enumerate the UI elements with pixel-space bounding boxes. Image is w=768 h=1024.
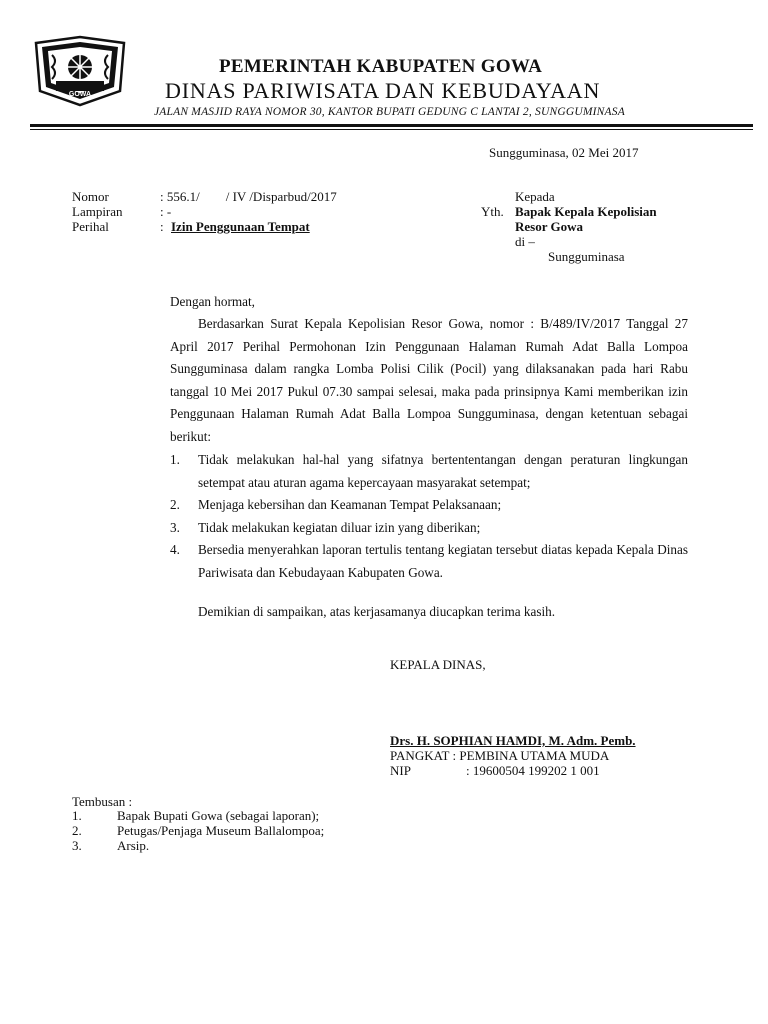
item-text: Bersedia menyerahkan laporan tertulis tentang kegiatan tersebut diatas kepada Kepala Dinas Pariwisata dan Kebudayaan Kabupaten Gowa.: [198, 542, 688, 580]
signature-title: KEPALA DINAS,: [390, 657, 486, 672]
list-item: [170, 449, 688, 494]
header-address: JALAN MASJID RAYA NOMOR 30, KANTOR BUPATI GEDUNG C LANTAI 2, SUNGGUMINASA: [154, 106, 625, 118]
nomor-value: : 556.1/ / IV /Disparbud/2017: [160, 189, 337, 204]
nip-value: : 19600504 199202 1 001: [466, 763, 600, 778]
tembusan-number: 1.: [72, 808, 82, 823]
tembusan-item: Petugas/Penjaga Museum Ballalompoa;: [117, 823, 325, 838]
list-item: [170, 517, 688, 540]
nip-label: NIP: [390, 763, 411, 778]
perihal-value: Izin Penggunaan Tempat: [171, 219, 310, 234]
perihal-colon: :: [160, 219, 164, 234]
item-text: Tidak melakukan hal-hal yang sifatnya bertententangan dengan peraturan lingkungan setempat atau aturan agama kepercayaan masyarakat setempat;: [198, 452, 688, 490]
item-text: Menjaga kebersihan dan Keamanan Tempat Pelaksanaan;: [198, 497, 502, 512]
item-number: 4.: [170, 542, 180, 557]
closing-sentence: Demikian di sampaikan, atas kerjasamanya diucapkan terima kasih.: [198, 604, 556, 619]
item-number: 2.: [170, 497, 180, 512]
item-number: 3.: [170, 519, 180, 535]
nomor-label: Nomor: [72, 189, 109, 204]
gowa-logo: [32, 35, 128, 107]
signature-name: Drs. H. SOPHIAN HAMDI, M. Adm. Pemb.: [390, 733, 636, 748]
body-paragraph: Berdasarkan Surat Kepala Kepolisian Resor Gowa, nomor : B/489/IV/2017 Tanggal 27 April 2017 Perihal Permohonan Izin Penggunaan Halaman Rumah Adat Balla Lompoa Sungguminasa dalam rangka Lomba Polisi Cilik (Pocil) yang dilaksanakan pada hari Rabu tanggal 10 Mei 2017 Pukul 07.30 sampai selesai, maka pada prinsipnya Kami memberikan izin Penggunaan Halaman Rumah Adat Balla Lompoa Sungguminasa, dengan ketentuan sebagai berikut:: [170, 316, 688, 444]
recipient-city: Sungguminasa: [548, 249, 625, 264]
header-divider-thin: [30, 129, 753, 130]
date-line: Sungguminasa, 02 Mei 2017: [489, 145, 639, 160]
signature-pangkat: PANGKAT : PEMBINA UTAMA MUDA: [390, 748, 610, 763]
tembusan-number: 2.: [72, 823, 82, 838]
logo-text: GOWA: [68, 91, 92, 98]
tembusan-item: Arsip.: [117, 838, 150, 853]
list-item: [170, 494, 688, 517]
lampiran-value: : -: [160, 204, 172, 219]
perihal-label: Perihal: [72, 219, 109, 234]
header-government: PEMERINTAH KABUPATEN GOWA: [219, 56, 543, 77]
kepada-label: Kepada: [515, 189, 555, 204]
tembusan-number: 3.: [72, 838, 82, 853]
conditions-list: [170, 449, 688, 584]
list-item: [170, 539, 688, 584]
yth-label: Yth.: [481, 204, 504, 219]
tembusan-item: Bapak Bupati Gowa (sebagai laporan);: [117, 808, 320, 823]
header-department: DINAS PARIWISATA DAN KEBUDAYAAN: [165, 78, 601, 103]
greeting: Dengan hormat,: [170, 294, 255, 309]
item-text: Tidak melakukan kegiatan diluar izin yang diberikan;: [198, 519, 481, 535]
header-divider: [30, 124, 753, 127]
item-number: 1.: [170, 452, 180, 467]
recipient-di: di –: [515, 234, 535, 249]
tembusan-label: Tembusan :: [72, 794, 133, 809]
recipient-name-2: Resor Gowa: [515, 219, 584, 234]
lampiran-label: Lampiran: [72, 204, 123, 219]
recipient-name-1: Bapak Kepala Kepolisian: [515, 204, 657, 219]
